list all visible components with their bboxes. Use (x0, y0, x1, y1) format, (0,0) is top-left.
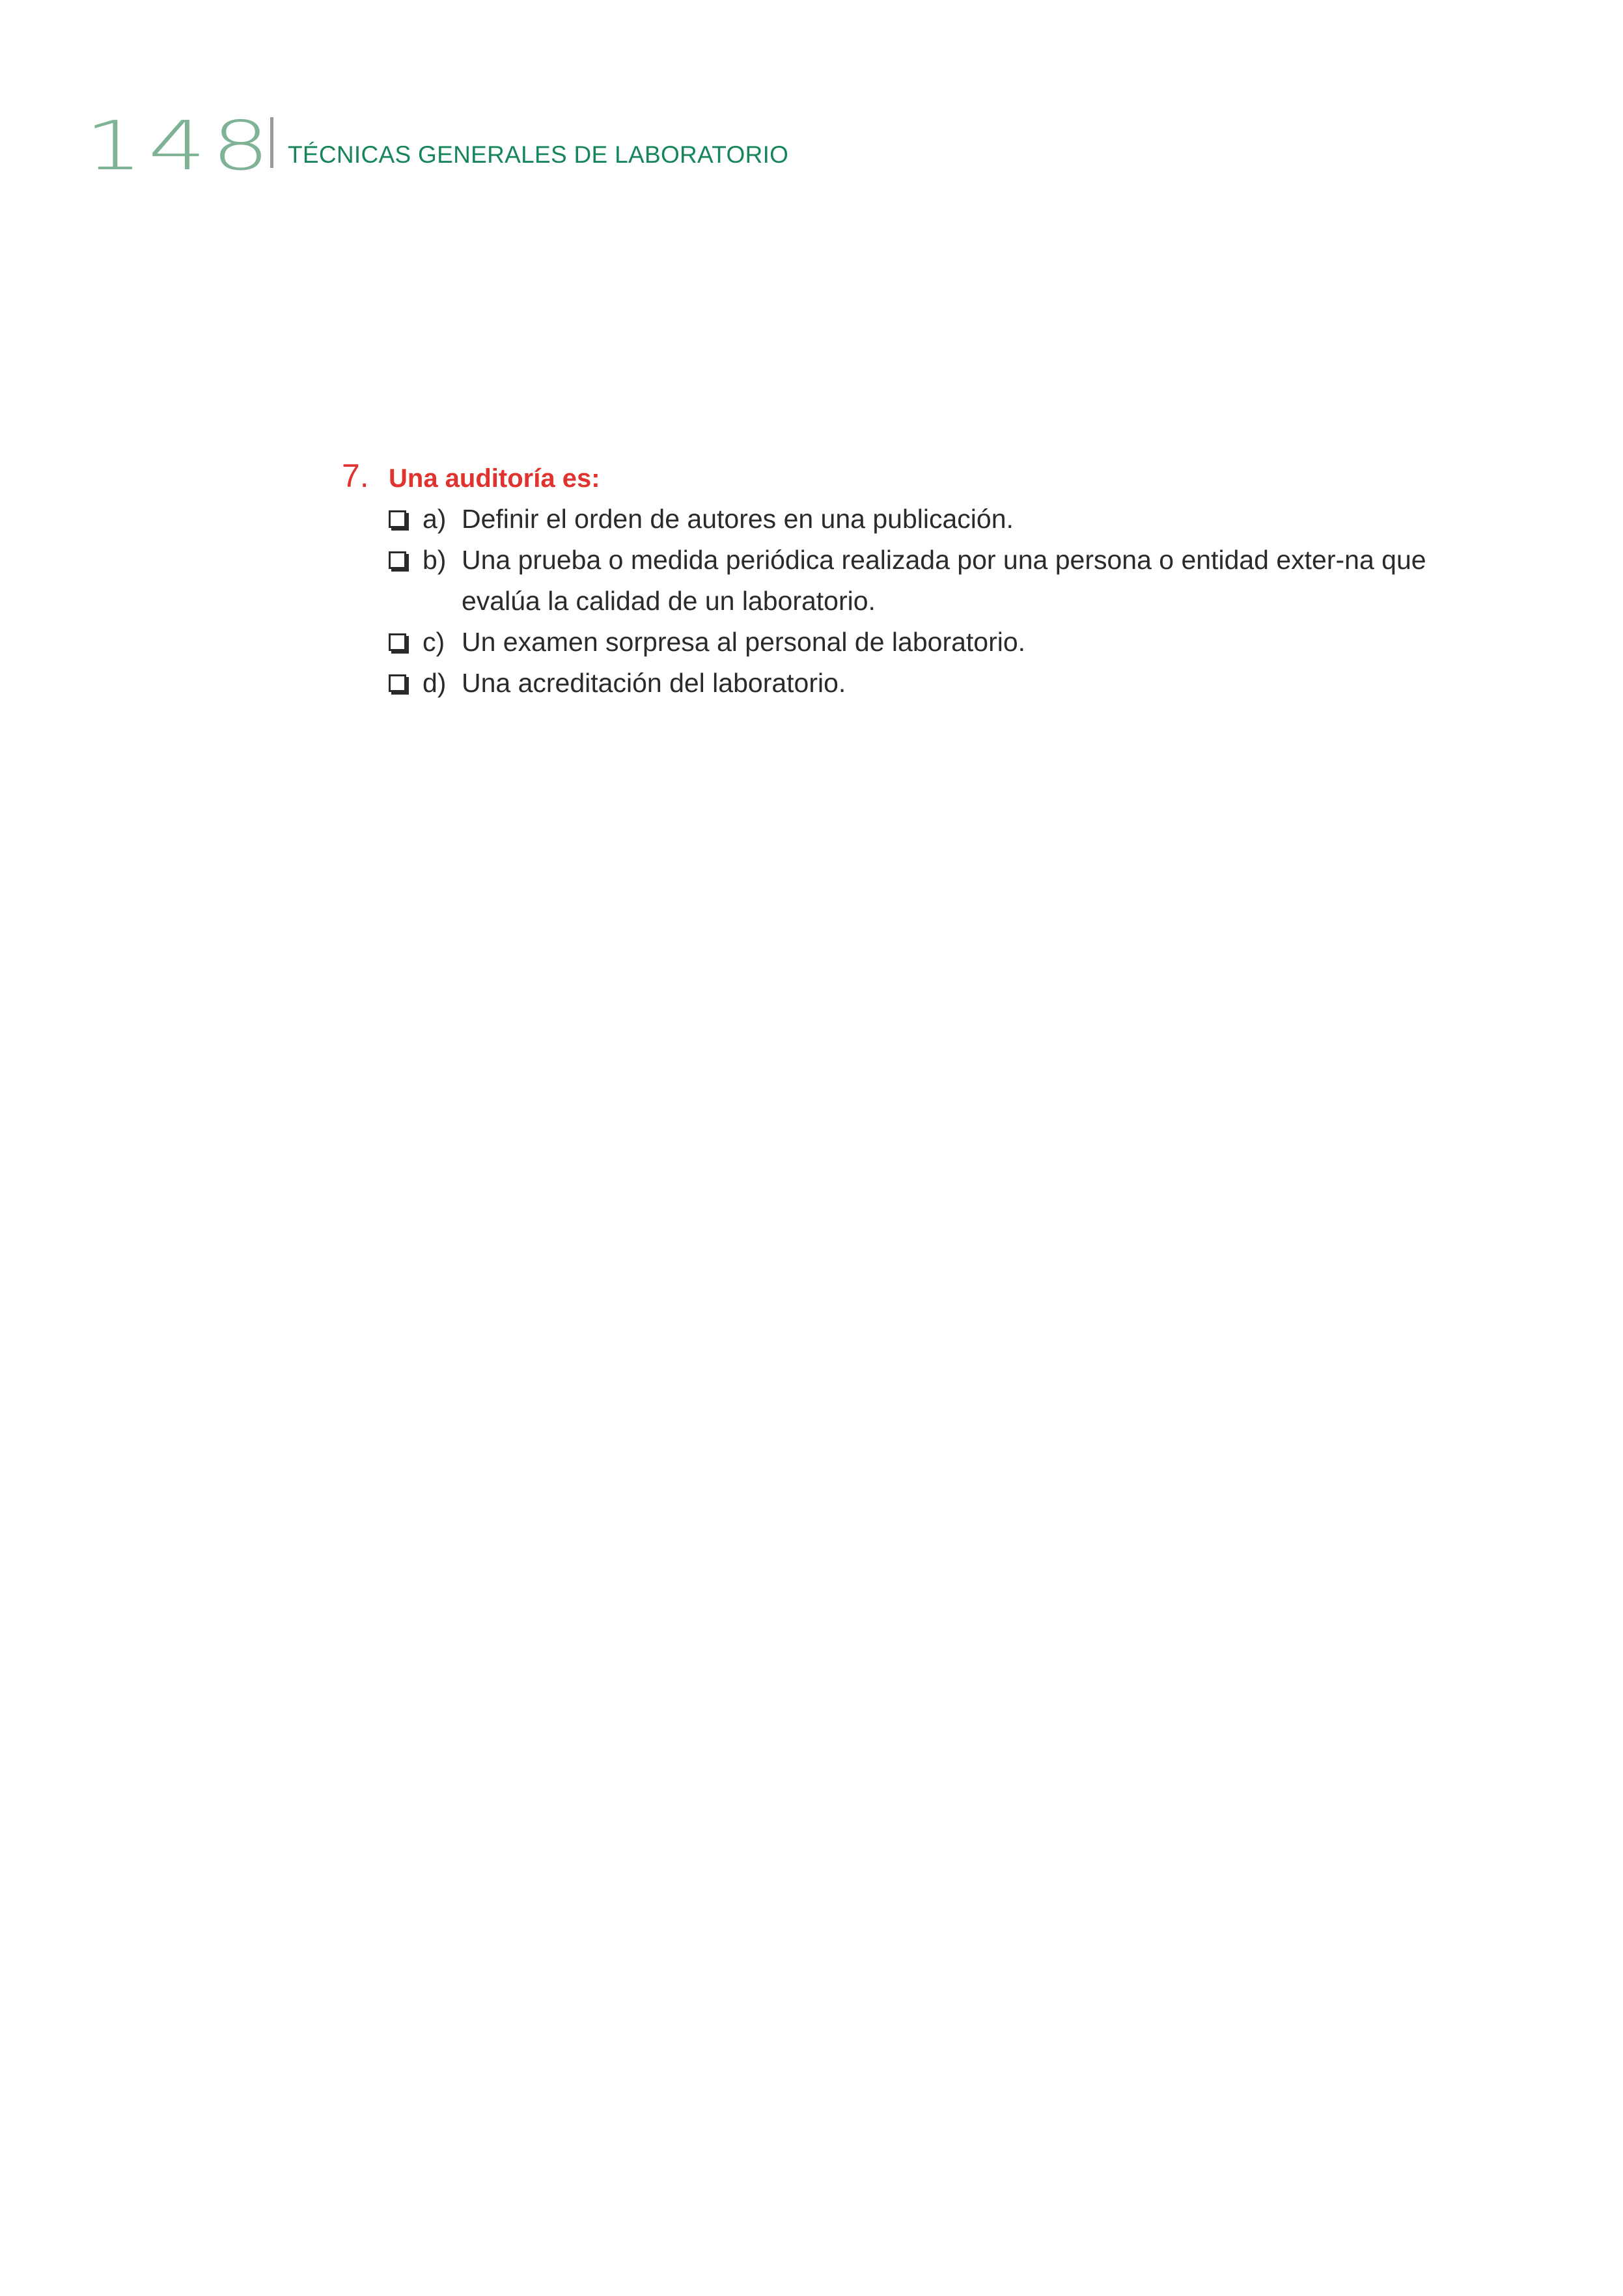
option-text: Un examen sorpresa al personal de laboratorio. (462, 627, 1026, 657)
checkbox-icon[interactable] (389, 674, 406, 692)
option-letter: a) (423, 504, 447, 534)
answer-options (389, 499, 1462, 704)
page-number: 148 (85, 106, 275, 186)
option-a[interactable] (389, 499, 1462, 540)
option-text: Una acreditación del laboratorio. (462, 668, 846, 698)
question-text: Una auditoría es: (389, 464, 600, 493)
option-letter: d) (423, 668, 447, 698)
option-c[interactable] (389, 622, 1462, 663)
option-text: Definir el orden de autores en una publicación. (462, 504, 1014, 534)
checkbox-icon[interactable] (389, 510, 406, 528)
option-text: Una prueba o medida periódica realizada por una persona o entidad exter-na que evalúa la calidad de un laboratorio. (462, 545, 1426, 616)
question-7 (342, 457, 1462, 704)
running-title: TÉCNICAS GENERALES DE LABORATORIO (288, 141, 789, 168)
question-heading (342, 457, 1462, 499)
question-number: 7. (342, 458, 369, 494)
option-d[interactable] (389, 663, 1462, 704)
option-letter: b) (423, 545, 447, 575)
checkbox-icon[interactable] (389, 551, 406, 569)
option-b[interactable] (389, 540, 1462, 622)
page-header (85, 106, 789, 186)
option-letter: c) (423, 627, 445, 657)
checkbox-icon[interactable] (389, 633, 406, 651)
